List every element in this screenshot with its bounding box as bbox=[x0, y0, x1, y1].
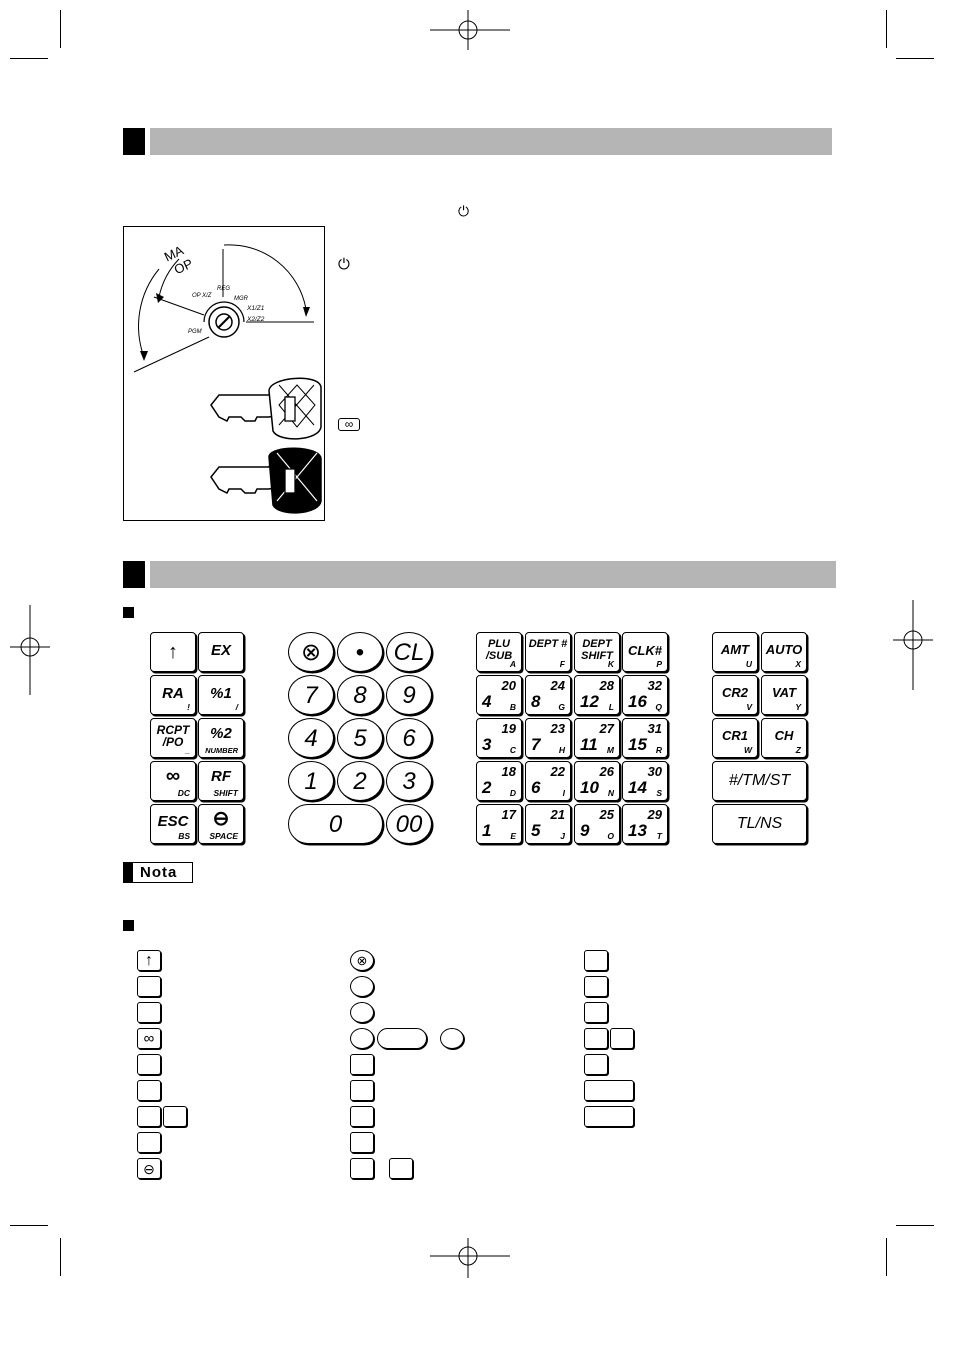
mini-key-up-arrow bbox=[137, 950, 161, 971]
op-arc-label: OP bbox=[171, 255, 196, 278]
key-dept[interactable] bbox=[622, 804, 668, 844]
key-label: AMT bbox=[720, 642, 750, 657]
key-dept[interactable] bbox=[574, 804, 620, 844]
key-1[interactable] bbox=[288, 761, 334, 801]
mini-key-infinity bbox=[137, 1028, 161, 1049]
switch-label-x1z1: X1/Z1 bbox=[247, 305, 265, 312]
key-6[interactable] bbox=[386, 718, 432, 758]
key-upper-number: 17 bbox=[501, 807, 516, 822]
key-lower-number: 6 bbox=[531, 778, 541, 797]
key-dept[interactable] bbox=[525, 761, 571, 801]
key-percent1[interactable] bbox=[198, 675, 244, 715]
key-plu-sub[interactable] bbox=[476, 632, 522, 672]
key-lower-number: 13 bbox=[628, 821, 647, 840]
mini-key bbox=[350, 1106, 374, 1127]
key-vat[interactable] bbox=[761, 675, 807, 715]
key-lower-number: 15 bbox=[628, 735, 647, 754]
key-sublabel: D bbox=[509, 787, 516, 798]
key-sublabel: F bbox=[559, 658, 565, 669]
key-dept[interactable] bbox=[622, 761, 668, 801]
mini-key bbox=[584, 976, 608, 997]
key-lower-number: 11 bbox=[580, 735, 598, 754]
key-sublabel: O bbox=[607, 830, 614, 841]
key-rcpt-po[interactable] bbox=[150, 718, 196, 758]
key-ra[interactable] bbox=[150, 675, 196, 715]
key-label: 0 bbox=[328, 811, 343, 838]
mini-key bbox=[350, 1158, 374, 1179]
mini-key bbox=[584, 1054, 608, 1075]
switch-label-mgr: MGR bbox=[234, 296, 248, 302]
key-upper-number: 18 bbox=[501, 764, 516, 779]
key-lower-number: 5 bbox=[531, 821, 541, 840]
key-sublabel: V bbox=[746, 701, 752, 712]
key-ch[interactable] bbox=[761, 718, 807, 758]
key-percent2[interactable] bbox=[198, 718, 244, 758]
key-upper-number: 28 bbox=[599, 678, 614, 693]
key-label: PLU /SUB bbox=[485, 638, 513, 662]
key-label: 2 bbox=[353, 768, 367, 795]
key-label: CR1 bbox=[721, 728, 748, 743]
key-ex[interactable] bbox=[198, 632, 244, 672]
key-sublabel: G bbox=[558, 701, 565, 712]
key-8[interactable] bbox=[337, 675, 383, 715]
ma-arc-label: MA bbox=[161, 242, 186, 265]
key-2[interactable] bbox=[337, 761, 383, 801]
key-label: CH bbox=[774, 728, 794, 743]
section-header-bar bbox=[150, 561, 836, 588]
key-clk[interactable] bbox=[622, 632, 668, 672]
key-4[interactable] bbox=[288, 718, 334, 758]
standby-icon: ⏻ bbox=[458, 203, 470, 219]
key-sublabel: Y bbox=[795, 701, 801, 712]
switch-label-op-xz: OP X/Z bbox=[192, 293, 212, 299]
key-9[interactable] bbox=[386, 675, 432, 715]
key-label: RA bbox=[162, 685, 184, 702]
key-dept[interactable] bbox=[525, 718, 571, 758]
key-label: 8 bbox=[353, 682, 367, 709]
note-label-box bbox=[123, 862, 193, 883]
key-sublabel: A bbox=[509, 658, 516, 669]
switch-label-x2z2: X2/Z2 bbox=[247, 316, 265, 323]
key-upper-number: 21 bbox=[550, 807, 565, 822]
key-sublabel: Q bbox=[655, 701, 662, 712]
key-illustration bbox=[211, 448, 321, 513]
mini-key bbox=[163, 1106, 187, 1127]
key-sublabel: P bbox=[656, 658, 662, 669]
mini-key-multiply bbox=[350, 950, 374, 971]
key-label: 9 bbox=[402, 682, 416, 709]
mini-key bbox=[137, 1054, 161, 1075]
mini-key-wide bbox=[584, 1080, 634, 1101]
key-illustration bbox=[211, 378, 321, 439]
key-label: 5 bbox=[353, 725, 367, 752]
mini-key-round bbox=[350, 976, 374, 997]
key-dept-shift[interactable] bbox=[574, 632, 620, 672]
crop-mark bbox=[896, 58, 934, 59]
key-lower-number: 16 bbox=[628, 692, 647, 711]
multiply-icon: ⊗ bbox=[356, 953, 368, 968]
key-label: CLK# bbox=[628, 643, 662, 658]
key-label: 7 bbox=[304, 682, 318, 709]
registration-mark-bottom bbox=[430, 1238, 510, 1278]
mini-key bbox=[389, 1158, 413, 1179]
key-upper-number: 32 bbox=[647, 678, 662, 693]
key-infinity[interactable] bbox=[150, 761, 196, 801]
key-upper-number: 30 bbox=[647, 764, 662, 779]
key-lower-number: 12 bbox=[580, 692, 599, 711]
key-sublabel: W bbox=[743, 744, 752, 755]
key-dept[interactable] bbox=[622, 675, 668, 715]
key-upper-number: 23 bbox=[550, 721, 565, 736]
key-sublabel: U bbox=[745, 658, 752, 669]
mini-key-wide bbox=[584, 1106, 634, 1127]
key-sublabel: M bbox=[606, 744, 614, 755]
key-sublabel: C bbox=[509, 744, 516, 755]
key-sublabel: N bbox=[607, 787, 614, 798]
key-dept[interactable] bbox=[525, 804, 571, 844]
key-00[interactable] bbox=[386, 804, 432, 844]
crop-mark bbox=[60, 10, 61, 48]
mode-switch-diagram bbox=[123, 226, 325, 521]
mini-key bbox=[584, 1002, 608, 1023]
minus-circle-icon: ⊖ bbox=[212, 808, 230, 830]
section-header-bar bbox=[150, 128, 832, 155]
section-marker bbox=[123, 561, 145, 588]
crop-mark bbox=[10, 1225, 48, 1226]
key-label: RF bbox=[211, 768, 231, 785]
key-upper-number: 26 bbox=[599, 764, 614, 779]
registration-mark-right bbox=[893, 600, 933, 690]
key-upper-number: 31 bbox=[647, 721, 662, 736]
key-lower-number: 14 bbox=[628, 778, 647, 797]
key-sublabel: S bbox=[656, 787, 662, 798]
key-sublabel: BS bbox=[178, 830, 190, 841]
key-label: ESC bbox=[157, 813, 189, 830]
key-multiply[interactable] bbox=[288, 632, 334, 672]
multiply-icon: ⊗ bbox=[300, 639, 322, 666]
key-upper-number: 27 bbox=[599, 721, 614, 736]
mini-key bbox=[584, 1028, 608, 1049]
key-lower-number: 4 bbox=[482, 692, 492, 711]
mini-key bbox=[137, 1080, 161, 1101]
infinity-icon: ∞ bbox=[165, 765, 181, 787]
registration-mark-top bbox=[430, 10, 510, 50]
key-label: 00 bbox=[395, 811, 423, 838]
mini-key bbox=[584, 950, 608, 971]
key-sublabel: _ bbox=[185, 744, 190, 755]
key-label: TL/NS bbox=[736, 815, 783, 832]
mini-key bbox=[137, 976, 161, 997]
key-dept[interactable] bbox=[574, 675, 620, 715]
key-upper-number: 25 bbox=[599, 807, 614, 822]
key-sublabel: SPACE bbox=[209, 830, 238, 841]
key-cr2[interactable] bbox=[712, 675, 758, 715]
up-arrow-icon: ↑ bbox=[168, 641, 178, 663]
key-tm-st[interactable] bbox=[712, 761, 807, 801]
key-label: CR2 bbox=[721, 685, 748, 700]
mini-key-round bbox=[350, 1002, 374, 1023]
infinity-icon: ∞ bbox=[338, 418, 360, 431]
key-sublabel: K bbox=[607, 658, 614, 669]
key-label: EX bbox=[210, 642, 231, 659]
key-7[interactable] bbox=[288, 675, 334, 715]
key-lower-number: 7 bbox=[531, 735, 541, 754]
key-upper-number: 19 bbox=[501, 721, 516, 736]
key-label: CL bbox=[393, 639, 425, 666]
key-sublabel: R bbox=[655, 744, 662, 755]
section-marker bbox=[123, 128, 145, 155]
key-sublabel: E bbox=[510, 830, 516, 841]
key-sublabel: DC bbox=[177, 787, 190, 798]
key-dept[interactable] bbox=[622, 718, 668, 758]
switch-label-pgm: PGM bbox=[188, 329, 202, 335]
mini-key bbox=[350, 1054, 374, 1075]
key-label: 1 bbox=[304, 768, 318, 795]
mini-key bbox=[610, 1028, 634, 1049]
key-esc[interactable] bbox=[150, 804, 196, 844]
key-lower-number: 2 bbox=[482, 778, 492, 797]
key-lower-number: 8 bbox=[531, 692, 541, 711]
mini-key-round bbox=[440, 1028, 464, 1049]
crop-mark bbox=[886, 10, 887, 48]
key-amt[interactable] bbox=[712, 632, 758, 672]
mini-key-void bbox=[137, 1158, 161, 1179]
registration-mark-left bbox=[10, 605, 50, 695]
key-dept[interactable] bbox=[525, 675, 571, 715]
key-upper-number: 20 bbox=[501, 678, 516, 693]
key-dept[interactable] bbox=[476, 761, 522, 801]
crop-mark bbox=[896, 1225, 934, 1226]
key-label: %1 bbox=[210, 685, 232, 702]
key-label: 6 bbox=[402, 725, 416, 752]
mini-key bbox=[137, 1132, 161, 1153]
crop-mark bbox=[10, 58, 48, 59]
key-label: #/TM/ST bbox=[728, 772, 791, 789]
key-rf[interactable] bbox=[198, 761, 244, 801]
key-upper-number: 29 bbox=[647, 807, 662, 822]
standby-icon: ⏻ bbox=[338, 256, 350, 273]
key-sublabel: Z bbox=[795, 744, 801, 755]
mini-key bbox=[137, 1002, 161, 1023]
key-0[interactable] bbox=[288, 804, 383, 844]
crop-mark bbox=[60, 1238, 61, 1276]
key-dept[interactable] bbox=[476, 718, 522, 758]
key-lower-number: 3 bbox=[482, 735, 492, 754]
key-label: 3 bbox=[402, 768, 416, 795]
key-sublabel: T bbox=[656, 830, 662, 841]
key-label: DEPT SHIFT bbox=[581, 638, 613, 662]
key-void[interactable] bbox=[198, 804, 244, 844]
key-cl[interactable] bbox=[386, 632, 432, 672]
key-lower-number: 10 bbox=[580, 778, 599, 797]
note-label: Nota bbox=[140, 864, 178, 881]
subsection-marker bbox=[123, 920, 134, 931]
key-tl-ns[interactable] bbox=[712, 804, 807, 844]
key-label: RCPT /PO bbox=[156, 723, 190, 749]
mini-key bbox=[350, 1080, 374, 1101]
key-sublabel: L bbox=[608, 701, 614, 712]
key-decimal[interactable] bbox=[337, 632, 383, 672]
key-upper-number: 22 bbox=[550, 764, 565, 779]
mini-key bbox=[137, 1106, 161, 1127]
key-dept[interactable] bbox=[574, 761, 620, 801]
key-sublabel: SHIFT bbox=[213, 787, 238, 798]
key-label: %2 bbox=[210, 725, 232, 742]
key-dept[interactable] bbox=[574, 718, 620, 758]
key-up-arrow[interactable] bbox=[150, 632, 196, 672]
minus-circle-icon: ⊖ bbox=[143, 1161, 155, 1177]
key-sublabel: B bbox=[509, 701, 516, 712]
key-5[interactable] bbox=[337, 718, 383, 758]
key-lower-number: 9 bbox=[580, 821, 590, 840]
mini-key-pill bbox=[377, 1028, 427, 1049]
mini-key bbox=[350, 1132, 374, 1153]
key-sublabel: H bbox=[558, 744, 565, 755]
key-sublabel: I bbox=[562, 787, 565, 798]
key-dept-number[interactable] bbox=[525, 632, 571, 672]
key-sublabel: NUMBER bbox=[205, 745, 238, 755]
key-3[interactable] bbox=[386, 761, 432, 801]
key-label: 4 bbox=[304, 725, 318, 752]
up-arrow-icon: ↑ bbox=[145, 952, 153, 969]
key-sublabel: X bbox=[795, 658, 801, 669]
infinity-icon: ∞ bbox=[143, 1030, 155, 1047]
key-label: • bbox=[355, 639, 365, 666]
key-auto[interactable] bbox=[761, 632, 807, 672]
key-sublabel: J bbox=[560, 830, 565, 841]
crop-mark bbox=[886, 1238, 887, 1276]
key-label: VAT bbox=[771, 685, 797, 700]
subsection-marker bbox=[123, 607, 134, 618]
switch-label-reg: REG bbox=[217, 286, 231, 292]
key-sublabel: ! bbox=[187, 701, 190, 712]
key-sublabel: / bbox=[235, 701, 238, 712]
key-dept[interactable] bbox=[476, 675, 522, 715]
key-dept[interactable] bbox=[476, 804, 522, 844]
key-upper-number: 24 bbox=[550, 678, 565, 693]
mini-key-round bbox=[350, 1028, 374, 1049]
key-label: AUTO bbox=[765, 642, 803, 657]
key-lower-number: 1 bbox=[482, 821, 492, 840]
key-label: DEPT # bbox=[528, 638, 568, 650]
key-cr1[interactable] bbox=[712, 718, 758, 758]
